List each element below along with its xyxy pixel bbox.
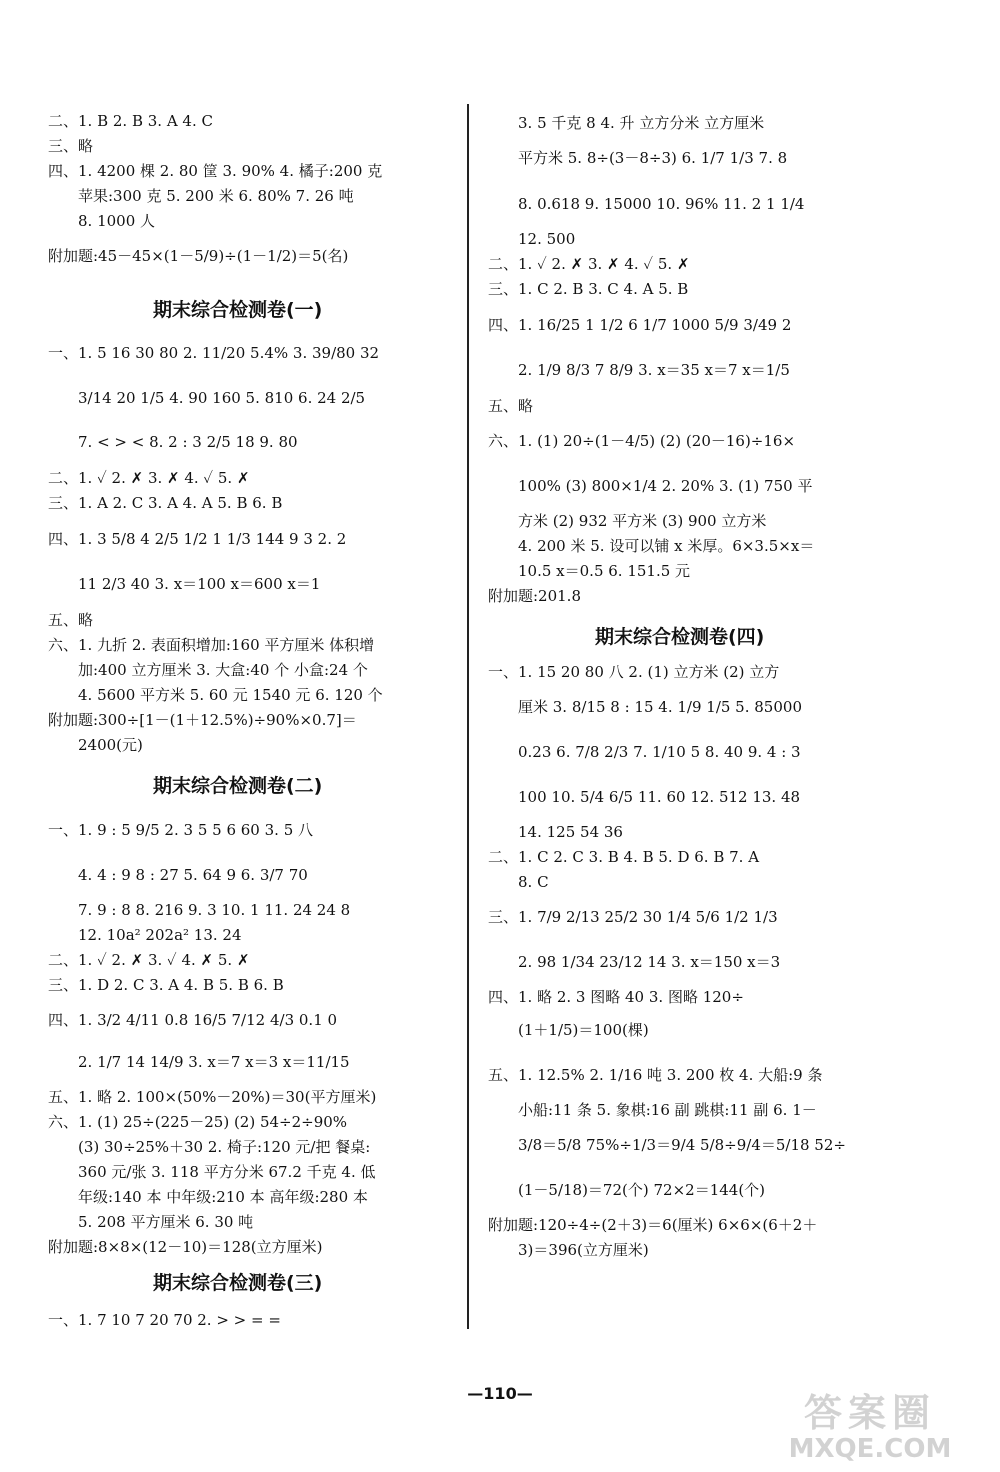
- answer-line: 4. 4 : 9 8 : 27 5. 64 9 6. 3/7 70: [78, 866, 308, 884]
- answer-line: 二、1. C 2. C 3. B 4. B 5. D 6. B 7. A: [488, 848, 760, 866]
- answer-line: 8. C: [518, 873, 549, 891]
- answer-line: 4. 5600 平方米 5. 60 元 1540 元 6. 120 个: [78, 686, 383, 704]
- heading-exam-3: 期末综合检测卷(三): [153, 1272, 323, 1294]
- answer-line: 一、1. 15 20 80 八 2. (1) 立方米 (2) 立方: [488, 663, 780, 681]
- answer-line: 附加题:8×8×(12－10)＝128(立方厘米): [48, 1238, 323, 1256]
- page-number: —110—: [467, 1384, 533, 1403]
- answer-line: 附加题:201.8: [488, 587, 581, 605]
- answer-line: (1＋1/5)＝100(棵): [518, 1021, 649, 1039]
- answer-line: 四、1. 16/25 1 1/2 6 1/7 1000 5/9 3/49 2: [488, 316, 792, 334]
- answer-line: 8. 1000 人: [78, 212, 156, 230]
- answer-line: 附加题:300÷[1－(1＋12.5%)÷90%×0.7]＝: [48, 711, 357, 729]
- answer-line: 360 元/张 3. 118 平方分米 67.2 千克 4. 低: [78, 1163, 376, 1181]
- answer-line: 三、1. D 2. C 3. A 4. B 5. B 6. B: [48, 976, 284, 994]
- watermark-logo: [750, 1392, 990, 1467]
- heading-exam-2: 期末综合检测卷(二): [153, 775, 323, 797]
- answer-line: 二、1. ✓ 2. ✗ 3. ✗ 4. ✓ 5. ✗: [48, 469, 250, 487]
- answer-line: 二、1. B 2. B 3. A 4. C: [48, 112, 213, 130]
- answer-line: 一、1. 7 10 7 20 70 2. > > = =: [48, 1311, 281, 1329]
- answer-line: 五、略: [488, 397, 534, 415]
- answer-line: 12. 500: [518, 230, 576, 248]
- answer-line: 7. 9 : 8 8. 216 9. 3 10. 1 11. 24 24 8: [78, 901, 351, 919]
- answer-line: 五、1. 12.5% 2. 1/16 吨 3. 200 枚 4. 大船:9 条: [488, 1066, 823, 1084]
- answer-line: 年级:140 本 中年级:210 本 高年级:280 本: [78, 1188, 368, 1206]
- answer-line: 六、1. (1) 20÷(1－4/5) (2) (20－16)÷16×: [488, 432, 796, 450]
- answer-line: 三、1. A 2. C 3. A 4. A 5. B 6. B: [48, 494, 283, 512]
- answer-line: 附加题:45－45×(1－5/9)÷(1－1/2)＝5(名): [48, 247, 349, 265]
- answer-line: 10.5 x＝0.5 6. 151.5 元: [518, 562, 691, 580]
- answer-line: 六、1. 九折 2. 表面积增加:160 平方厘米 体积增: [48, 636, 375, 654]
- answer-line: 四、1. 3 5/8 4 2/5 1/2 1 1/3 144 9 3 2. 2: [48, 530, 347, 548]
- answer-line: 六、1. (1) 25÷(225－25) (2) 54÷2÷90%: [48, 1113, 348, 1131]
- heading-exam-4: 期末综合检测卷(四): [595, 626, 765, 648]
- answer-line: 苹果:300 克 5. 200 米 6. 80% 7. 26 吨: [78, 187, 354, 205]
- answer-line: 附加题:120÷4÷(2＋3)＝6(厘米) 6×6×(6＋2＋: [488, 1216, 818, 1234]
- answer-line: (1－5/18)＝72(个) 72×2＝144(个): [518, 1181, 766, 1199]
- answer-line: 二、1. ✓ 2. ✗ 3. ✗ 4. ✓ 5. ✗: [488, 255, 690, 273]
- answer-line: 三、略: [48, 137, 94, 155]
- column-divider: [467, 104, 469, 1329]
- answer-line: 五、1. 略 2. 100×(50%－20%)＝30(平方厘米): [48, 1088, 377, 1106]
- answer-line: 加:400 立方厘米 3. 大盒:40 个 小盒:24 个: [78, 661, 368, 679]
- heading-exam-1: 期末综合检测卷(一): [153, 299, 323, 321]
- answer-line: 四、1. 4200 棵 2. 80 筐 3. 90% 4. 橘子:200 克: [48, 162, 383, 180]
- answer-line: 三、1. C 2. B 3. C 4. A 5. B: [488, 280, 689, 298]
- answer-line: 3. 5 千克 8 4. 升 立方分米 立方厘米: [518, 114, 765, 132]
- answer-line: 12. 10a² 202a² 13. 24: [78, 926, 242, 944]
- answer-line: 100 10. 5/4 6/5 11. 60 12. 512 13. 48: [518, 788, 801, 806]
- answer-line: 4. 200 米 5. 设可以铺 x 米厚。6×3.5×x＝: [518, 537, 815, 555]
- answer-line: 小船:11 条 5. 象棋:16 副 跳棋:11 副 6. 1－: [518, 1101, 817, 1119]
- watermark-url: MXQE.COM: [788, 1434, 952, 1464]
- answer-line: 7. < > < 8. 2 : 3 2/5 18 9. 80: [78, 433, 298, 451]
- answer-line: 5. 208 平方厘米 6. 30 吨: [78, 1213, 254, 1231]
- answer-line: 2. 98 1/34 23/12 14 3. x＝150 x＝3: [518, 953, 781, 971]
- answer-line: 2400(元): [78, 736, 143, 754]
- answer-line: 14. 125 54 36: [518, 823, 623, 841]
- answer-line: 平方米 5. 8÷(3－8÷3) 6. 1/7 1/3 7. 8: [518, 149, 788, 167]
- answer-line: 厘米 3. 8/15 8 : 15 4. 1/9 1/5 5. 85000: [518, 698, 802, 716]
- answer-line: 11 2/3 40 3. x＝100 x＝600 x＝1: [78, 575, 321, 593]
- answer-line: 3/14 20 1/5 4. 90 160 5. 810 6. 24 2/5: [78, 389, 366, 407]
- answer-line: 一、1. 5 16 30 80 2. 11/20 5.4% 3. 39/80 32: [48, 344, 380, 362]
- answer-line: 100% (3) 800×1/4 2. 20% 3. (1) 750 平: [518, 477, 813, 495]
- answer-line: 8. 0.618 9. 15000 10. 96% 11. 2 1 1/4: [518, 195, 805, 213]
- answer-line: 五、略: [48, 611, 94, 629]
- answer-line: 0.23 6. 7/8 2/3 7. 1/10 5 8. 40 9. 4 : 3: [518, 743, 801, 761]
- answer-line: 3/8＝5/8 75%÷1/3＝9/4 5/8÷9/4＝5/18 52÷: [518, 1136, 846, 1154]
- answer-line: 四、1. 略 2. 3 图略 40 3. 图略 120÷: [488, 988, 744, 1006]
- answer-line: 三、1. 7/9 2/13 25/2 30 1/4 5/6 1/2 1/3: [488, 908, 778, 926]
- answer-line: 二、1. ✓ 2. ✗ 3. ✓ 4. ✗ 5. ✗: [48, 951, 250, 969]
- answer-line: 2. 1/7 14 14/9 3. x＝7 x＝3 x＝11/15: [78, 1053, 350, 1071]
- answer-line: 3)＝396(立方厘米): [518, 1241, 649, 1259]
- answer-line: 一、1. 9 : 5 9/5 2. 3 5 5 6 60 3. 5 八: [48, 821, 314, 839]
- answer-line: 2. 1/9 8/3 7 8/9 3. x＝35 x＝7 x＝1/5: [518, 361, 790, 379]
- answer-line: (3) 30÷25%＋30 2. 椅子:120 元/把 餐桌:: [78, 1138, 371, 1156]
- watermark-text: 答案圈: [803, 1391, 936, 1435]
- answer-line: 方米 (2) 932 平方米 (3) 900 立方米: [518, 512, 767, 530]
- answer-line: 四、1. 3/2 4/11 0.8 16/5 7/12 4/3 0.1 0: [48, 1011, 338, 1029]
